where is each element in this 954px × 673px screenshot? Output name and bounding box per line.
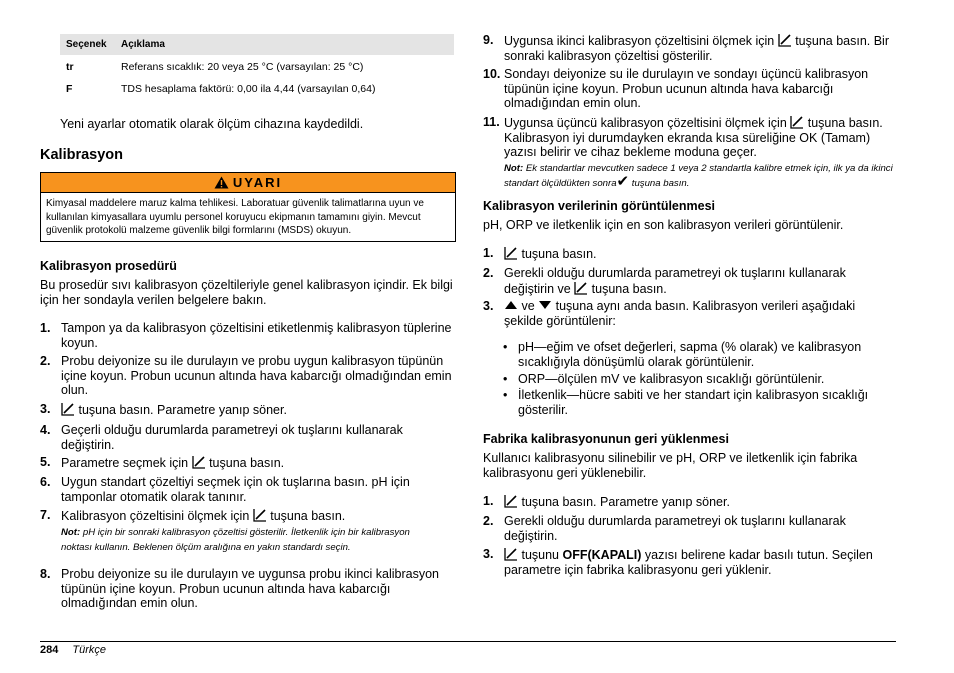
table-cell-desc: TDS hesaplama faktörü: 0,00 ila 4,44 (varsayılan 0,64) [121, 83, 376, 95]
table-header-description: Açıklama [115, 34, 454, 55]
warning-box [40, 172, 456, 242]
calibrate-key-icon [192, 455, 206, 469]
calibrate-key-icon [790, 115, 804, 129]
calibrate-key-icon [504, 547, 518, 561]
saved-note: Yeni ayarlar otomatik olarak ölçüm cihazına kaydedildi. [60, 117, 364, 131]
footer-language: Türkçe [72, 644, 106, 656]
calibrate-key-icon [253, 508, 267, 522]
page-footer [40, 644, 106, 656]
factory-reset-intro: Kullanıcı kalibrasyonu silinebilir ve pH, ORP ve iletkenlik için fabrika kalibrasyonu geri yüklenebilir. [483, 451, 858, 480]
view-data-title: Kalibrasyon verilerinin görüntülenmesi [483, 199, 716, 213]
footer-divider [40, 641, 896, 642]
calibrate-key-icon [504, 494, 518, 508]
view-data-intro: pH, ORP ve iletkenlik için en son kalibrasyon verileri görüntülenir. [483, 218, 844, 232]
note: Not: Ek standartlar mevcutken sadece 1 veya 2 standartla kalibre etmek için, ilk ya da ikinci standart ölçüldükten sonra✔ tuşuna basın. [504, 162, 893, 191]
section-title-calibration: Kalibrasyon [40, 147, 123, 163]
factory-reset-title: Fabrika kalibrasyonunun geri yüklenmesi [483, 432, 729, 446]
warning-header [41, 173, 455, 193]
table-header-option: Seçenek [60, 34, 115, 55]
calibrate-key-icon [574, 281, 588, 295]
table-cell-key: F [66, 83, 73, 95]
down-arrow-key-icon [538, 299, 552, 313]
table-cell-key: tr [66, 60, 74, 73]
calibrate-key-icon [778, 33, 792, 47]
warning-title: UYARI [232, 175, 283, 190]
warning-text: Kimyasal maddelere maruz kalma tehlikesi. Laboratuar güvenlik talimatlarına uyun ve kullanılan kimyasallara uyumlu personel koruyucu ekipmanın tamamını giyin. Mevcut güvenlik protokolü malzeme güvenlik bilgi formlarını (MSDS) okuyun. [46, 198, 424, 237]
note: Not: pH için bir sonraki kalibrasyon çözeltisi gösterilir. İletkenlik için bir kalibrasyon noktası kullanın. Beklenen ölçüm aralığına en yakın standardı seçin. [61, 526, 410, 554]
table-cell-desc: Referans sıcaklık: 20 veya 25 °C (varsayılan: 25 °C) [121, 60, 364, 73]
options-table [60, 34, 454, 100]
procedure-title: Kalibrasyon prosedürü [40, 259, 177, 273]
warning-triangle-icon [214, 175, 229, 194]
check-key-icon: ✔ [616, 173, 630, 191]
calibrate-key-icon [61, 402, 75, 416]
page-number: 284 [40, 644, 59, 656]
procedure-intro: Bu prosedür sıvı kalibrasyon çözeltileriyle genel kalibrasyon içindir. Ek bilgi için her sondayla verilen belgelere bakın. [40, 278, 453, 307]
table-row [60, 55, 454, 78]
table-row [60, 78, 454, 100]
up-arrow-key-icon [504, 299, 518, 313]
calibrate-key-icon [504, 246, 518, 260]
